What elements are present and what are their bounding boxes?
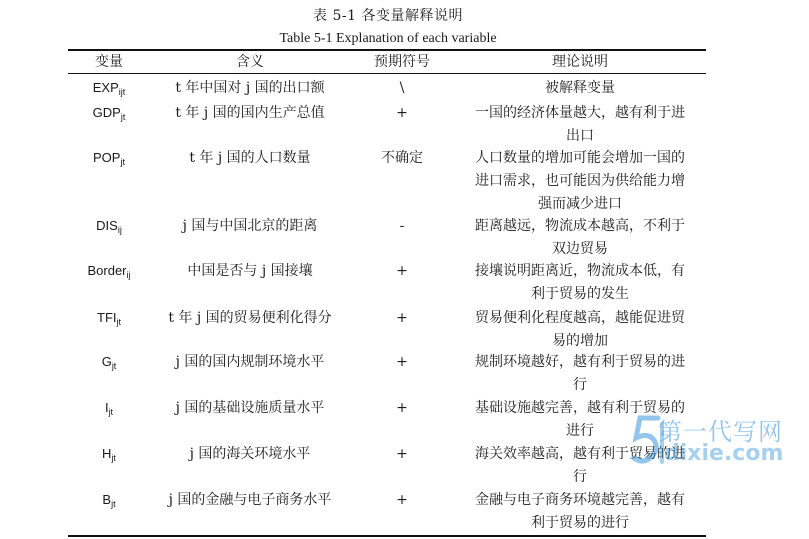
cell-expected-sign: + bbox=[396, 354, 408, 370]
cell-meaning: j 国与中国北京的距离 bbox=[182, 218, 318, 234]
variable-subscript: ij bbox=[117, 225, 122, 235]
cell-variable bbox=[68, 260, 150, 286]
table-bottom-rule bbox=[68, 535, 706, 537]
watermark-text-en: dixie.com bbox=[664, 441, 784, 466]
cell-variable bbox=[68, 77, 150, 103]
cell-theory-line: 行 bbox=[573, 469, 587, 485]
table-caption-zh: 表 5-1 各变量解释说明 bbox=[313, 8, 463, 24]
variable-symbol: EXP bbox=[92, 80, 119, 95]
cell-expected-sign: - bbox=[399, 218, 405, 234]
variable-symbol: I bbox=[104, 400, 109, 415]
cell-theory-line: 进口需求，也可能因为供给能力增 bbox=[475, 173, 685, 189]
cell-theory-line: 基础设施越完善，越有利于贸易的 bbox=[475, 400, 685, 416]
variable-subscript: jt bbox=[108, 407, 114, 417]
cell-variable bbox=[68, 489, 150, 515]
cell-theory-line: 一国的经济体量越大，越有利于进 bbox=[475, 105, 685, 121]
cell-theory-line: 海关效率越高，越有利于贸易的进 bbox=[475, 446, 685, 462]
cell-expected-sign: + bbox=[396, 492, 408, 508]
cell-variable bbox=[68, 102, 150, 128]
cell-meaning: t 年 j 国的贸易便利化得分 bbox=[168, 310, 332, 326]
variable-subscript: jt bbox=[111, 361, 117, 371]
cell-theory-line: 强而减少进口 bbox=[538, 196, 622, 212]
header-variable: 变量 bbox=[95, 54, 123, 70]
cell-expected-sign: 不确定 bbox=[381, 150, 423, 166]
variable-symbol: G bbox=[101, 354, 112, 369]
cell-theory-line: 贸易便利化程度越高，越能促进贸 bbox=[475, 310, 685, 326]
cell-meaning: j 国的国内规制环境水平 bbox=[175, 354, 325, 370]
variable-symbol: TFI bbox=[97, 310, 117, 325]
cell-meaning: t 年中国对 j 国的出口额 bbox=[175, 80, 325, 96]
cell-theory-line: 人口数量的增加可能会增加一国的 bbox=[475, 150, 685, 166]
cell-expected-sign: \ bbox=[399, 80, 405, 96]
cell-expected-sign: + bbox=[396, 310, 408, 326]
cell-theory-line: 进行 bbox=[566, 423, 594, 439]
variable-subscript: jt bbox=[116, 317, 121, 327]
cell-theory-line: 出口 bbox=[566, 128, 594, 144]
cell-theory-line: 易的增加 bbox=[552, 333, 608, 349]
table-header-rule bbox=[68, 73, 706, 74]
variable-symbol: GDP bbox=[92, 105, 121, 120]
header-sign: 预期符号 bbox=[374, 54, 430, 70]
cell-theory-line: 规制环境越好，越有利于贸易的进 bbox=[475, 354, 685, 370]
cell-theory-line: 利于贸易的发生 bbox=[531, 286, 629, 302]
cell-meaning: j 国的基础设施质量水平 bbox=[175, 400, 325, 416]
variable-subscript: jt bbox=[120, 112, 126, 122]
cell-variable bbox=[68, 397, 150, 423]
cell-meaning: j 国的海关环境水平 bbox=[189, 446, 311, 462]
variable-subscript: jt bbox=[120, 157, 125, 167]
cell-expected-sign: + bbox=[396, 263, 408, 279]
cell-meaning: t 年 j 国的国内生产总值 bbox=[175, 105, 325, 121]
cell-variable bbox=[68, 147, 150, 173]
cell-theory-line: 金融与电子商务环境越完善，越有 bbox=[475, 492, 685, 508]
header-theory: 理论说明 bbox=[552, 54, 608, 70]
cell-theory-line: 利于贸易的进行 bbox=[531, 515, 629, 531]
variable-subscript: jt bbox=[111, 499, 116, 509]
variable-symbol: POP bbox=[93, 150, 121, 165]
cell-meaning: j 国的金融与电子商务水平 bbox=[168, 492, 332, 508]
cell-variable bbox=[68, 443, 150, 469]
cell-theory-line: 双边贸易 bbox=[552, 241, 608, 257]
variable-subscript: ijt bbox=[118, 87, 126, 97]
watermark bbox=[628, 410, 804, 472]
cell-theory-line: 接壤说明距离近，物流成本低，有 bbox=[475, 263, 685, 279]
cell-variable bbox=[68, 215, 150, 241]
variable-symbol: H bbox=[102, 446, 112, 461]
cell-expected-sign: + bbox=[396, 400, 408, 416]
header-meaning: 含义 bbox=[236, 54, 264, 70]
variable-subscript: ij bbox=[126, 270, 131, 280]
watermark-text-cn: 第一代写网 bbox=[658, 418, 783, 446]
cell-meaning: t 年 j 国的人口数量 bbox=[189, 150, 311, 166]
table-caption-en: Table 5-1 Explanation of each variable bbox=[279, 31, 497, 46]
cell-expected-sign: + bbox=[396, 446, 408, 462]
cell-theory-line: 被解释变量 bbox=[545, 80, 615, 96]
variable-symbol: B bbox=[102, 492, 112, 507]
cell-theory-line: 距离越远，物流成本越高，不利于 bbox=[475, 218, 685, 234]
cell-theory-line: 行 bbox=[573, 377, 587, 393]
cell-variable bbox=[68, 307, 150, 333]
cell-variable bbox=[68, 351, 150, 377]
variable-subscript: jt bbox=[111, 453, 116, 463]
cell-meaning: 中国是否与 j 国接壤 bbox=[187, 263, 313, 279]
variable-symbol: DIS bbox=[96, 218, 118, 233]
cell-expected-sign: + bbox=[396, 105, 408, 121]
variable-symbol: Border bbox=[87, 263, 127, 278]
